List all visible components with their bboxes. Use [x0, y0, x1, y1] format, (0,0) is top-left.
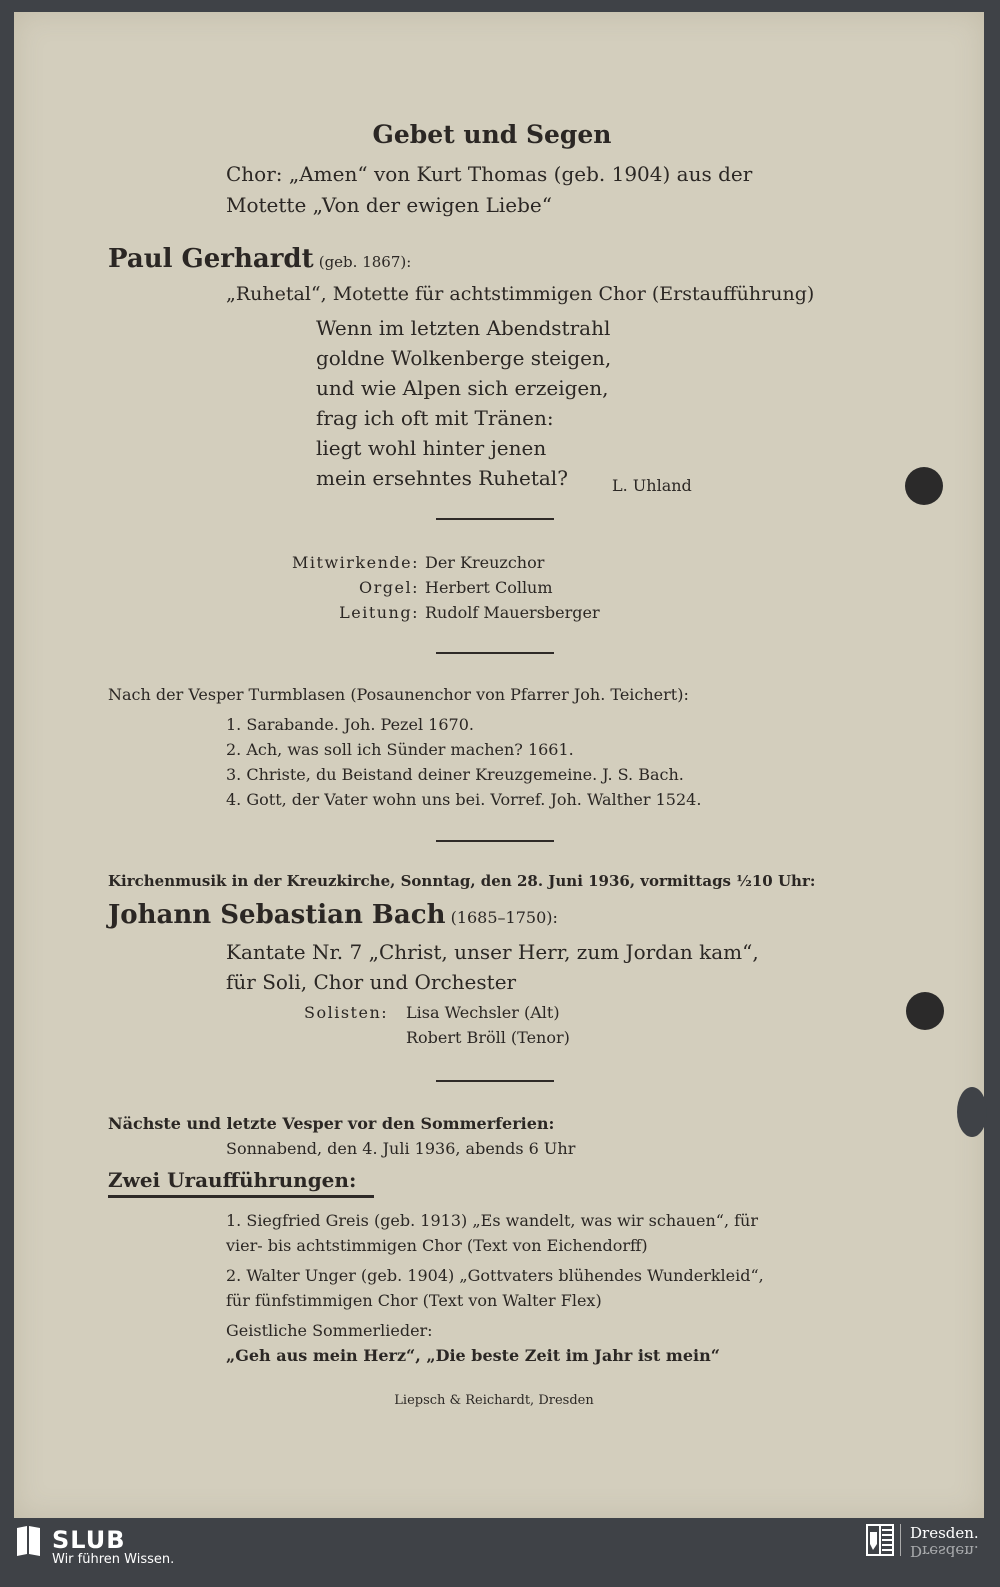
poem [316, 313, 676, 493]
footer-bar [0, 1518, 1000, 1587]
slub-claim: Wir führen Wissen. [52, 1552, 175, 1567]
performers [234, 550, 654, 625]
poem-line: Wenn im letzten Abendstrahl [316, 316, 611, 340]
divider [436, 1080, 554, 1082]
tower-music-list [226, 712, 701, 812]
summer-songs-label: Geistliche Sommerlieder: [226, 1321, 433, 1340]
soloist: Lisa Wechsler (Alt) [406, 1003, 560, 1022]
dresden-logo-reflection: Dresden. [910, 1542, 979, 1560]
poem-author: L. Uhland [612, 476, 692, 495]
poem-line: goldne Wolkenberge steigen, [316, 346, 612, 370]
composer-name: Johann Sebastian Bach [108, 900, 446, 930]
section-title-prayer: Gebet und Segen [372, 120, 612, 149]
poem-line: und wie Alpen sich erzeigen, [316, 376, 609, 400]
premiere-1-detail: vier- bis achtstimmigen Chor (Text von Eichendorff) [226, 1236, 648, 1255]
credit-role: Leitung: [339, 603, 419, 622]
next-vesper-date: Sonnabend, den 4. Juli 1936, abends 6 Uhr [226, 1139, 576, 1158]
credit-row [234, 575, 654, 600]
premiere-1: 1. Siegfried Greis (geb. 1913) „Es wandelt, was wir schauen“, für [226, 1211, 758, 1230]
dresden-logo[interactable]: Dresden. [910, 1524, 979, 1542]
cantata-subtitle: für Soli, Chor und Orchester [226, 970, 517, 994]
divider [436, 652, 554, 654]
title-underline [108, 1195, 374, 1198]
poem-line: liegt wohl hinter jenen [316, 436, 547, 460]
church-music-heading: Kirchenmusik in der Kreuzkirche, Sonntag, den 28. Juni 1936, vormittags ½10 Uhr: [108, 872, 816, 890]
soloists-label: Solisten: [304, 1003, 389, 1022]
document-icon [14, 1524, 44, 1558]
tower-music-heading: Nach der Vesper Turmblasen (Posaunenchor von Pfarrer Joh. Teichert): [108, 685, 689, 704]
choir-line-1: Chor: „Amen“ von Kurt Thomas (geb. 1904) aus der [226, 162, 753, 186]
divider [436, 518, 554, 520]
poem-line: mein ersehntes Ruhetal? [316, 466, 568, 490]
premiere-2-detail: für fünfstimmigen Chor (Text von Walter Flex) [226, 1291, 602, 1310]
credit-row [234, 550, 654, 575]
credit-role: Mitwirkende: [292, 553, 419, 572]
composer-heading-gerhardt [108, 244, 411, 274]
punch-hole-bottom [906, 992, 944, 1030]
premiere-2: 2. Walter Unger (geb. 1904) „Gottvaters blühendes Wunderkleid“, [226, 1266, 764, 1285]
poem-line: frag ich oft mit Tränen: [316, 406, 554, 430]
printer-imprint: Liepsch & Reichardt, Dresden [394, 1393, 594, 1408]
punch-hole-top [905, 467, 943, 505]
motet-title: „Ruhetal“, Motette für achtstimmigen Chor (Erstaufführung) [226, 283, 815, 305]
credit-name: Herbert Collum [425, 578, 553, 597]
cantata-title: Kantate Nr. 7 „Christ, unser Herr, zum Jordan kam“, [226, 940, 759, 964]
page-edge-tear [957, 1087, 987, 1137]
divider [436, 840, 554, 842]
list-item: 3. Christe, du Beistand deiner Kreuzgemeine. J. S. Bach. [226, 765, 684, 784]
credit-row [234, 600, 654, 625]
logo-divider [900, 1524, 901, 1556]
program-page [14, 12, 984, 1518]
composer-name: Paul Gerhardt [108, 244, 314, 274]
summer-songs: „Geh aus mein Herz“, „Die beste Zeit im Jahr ist mein“ [226, 1346, 720, 1365]
slub-logo[interactable]: SLUB [52, 1526, 126, 1554]
choir-line-2: Motette „Von der ewigen Liebe“ [226, 193, 552, 217]
list-item: 4. Gott, der Vater wohn uns bei. Vorref. Joh. Walther 1524. [226, 790, 702, 809]
credit-name: Rudolf Mauersberger [425, 603, 600, 622]
composer-birth: (geb. 1867): [318, 253, 412, 271]
credit-role: Orgel: [359, 578, 419, 597]
list-item: 1. Sarabande. Joh. Pezel 1670. [226, 715, 474, 734]
next-vesper-heading: Nächste und letzte Vesper vor den Sommerferien: [108, 1114, 555, 1133]
coat-of-arms-icon [866, 1524, 894, 1556]
soloist: Robert Bröll (Tenor) [406, 1028, 570, 1047]
composer-heading-bach [108, 900, 558, 930]
premieres-title-text: Zwei Uraufführungen: [108, 1168, 357, 1192]
premieres-title [108, 1168, 374, 1198]
composer-dates: (1685–1750): [450, 908, 558, 927]
credit-name: Der Kreuzchor [425, 553, 545, 572]
list-item: 2. Ach, was soll ich Sünder machen? 1661. [226, 740, 574, 759]
